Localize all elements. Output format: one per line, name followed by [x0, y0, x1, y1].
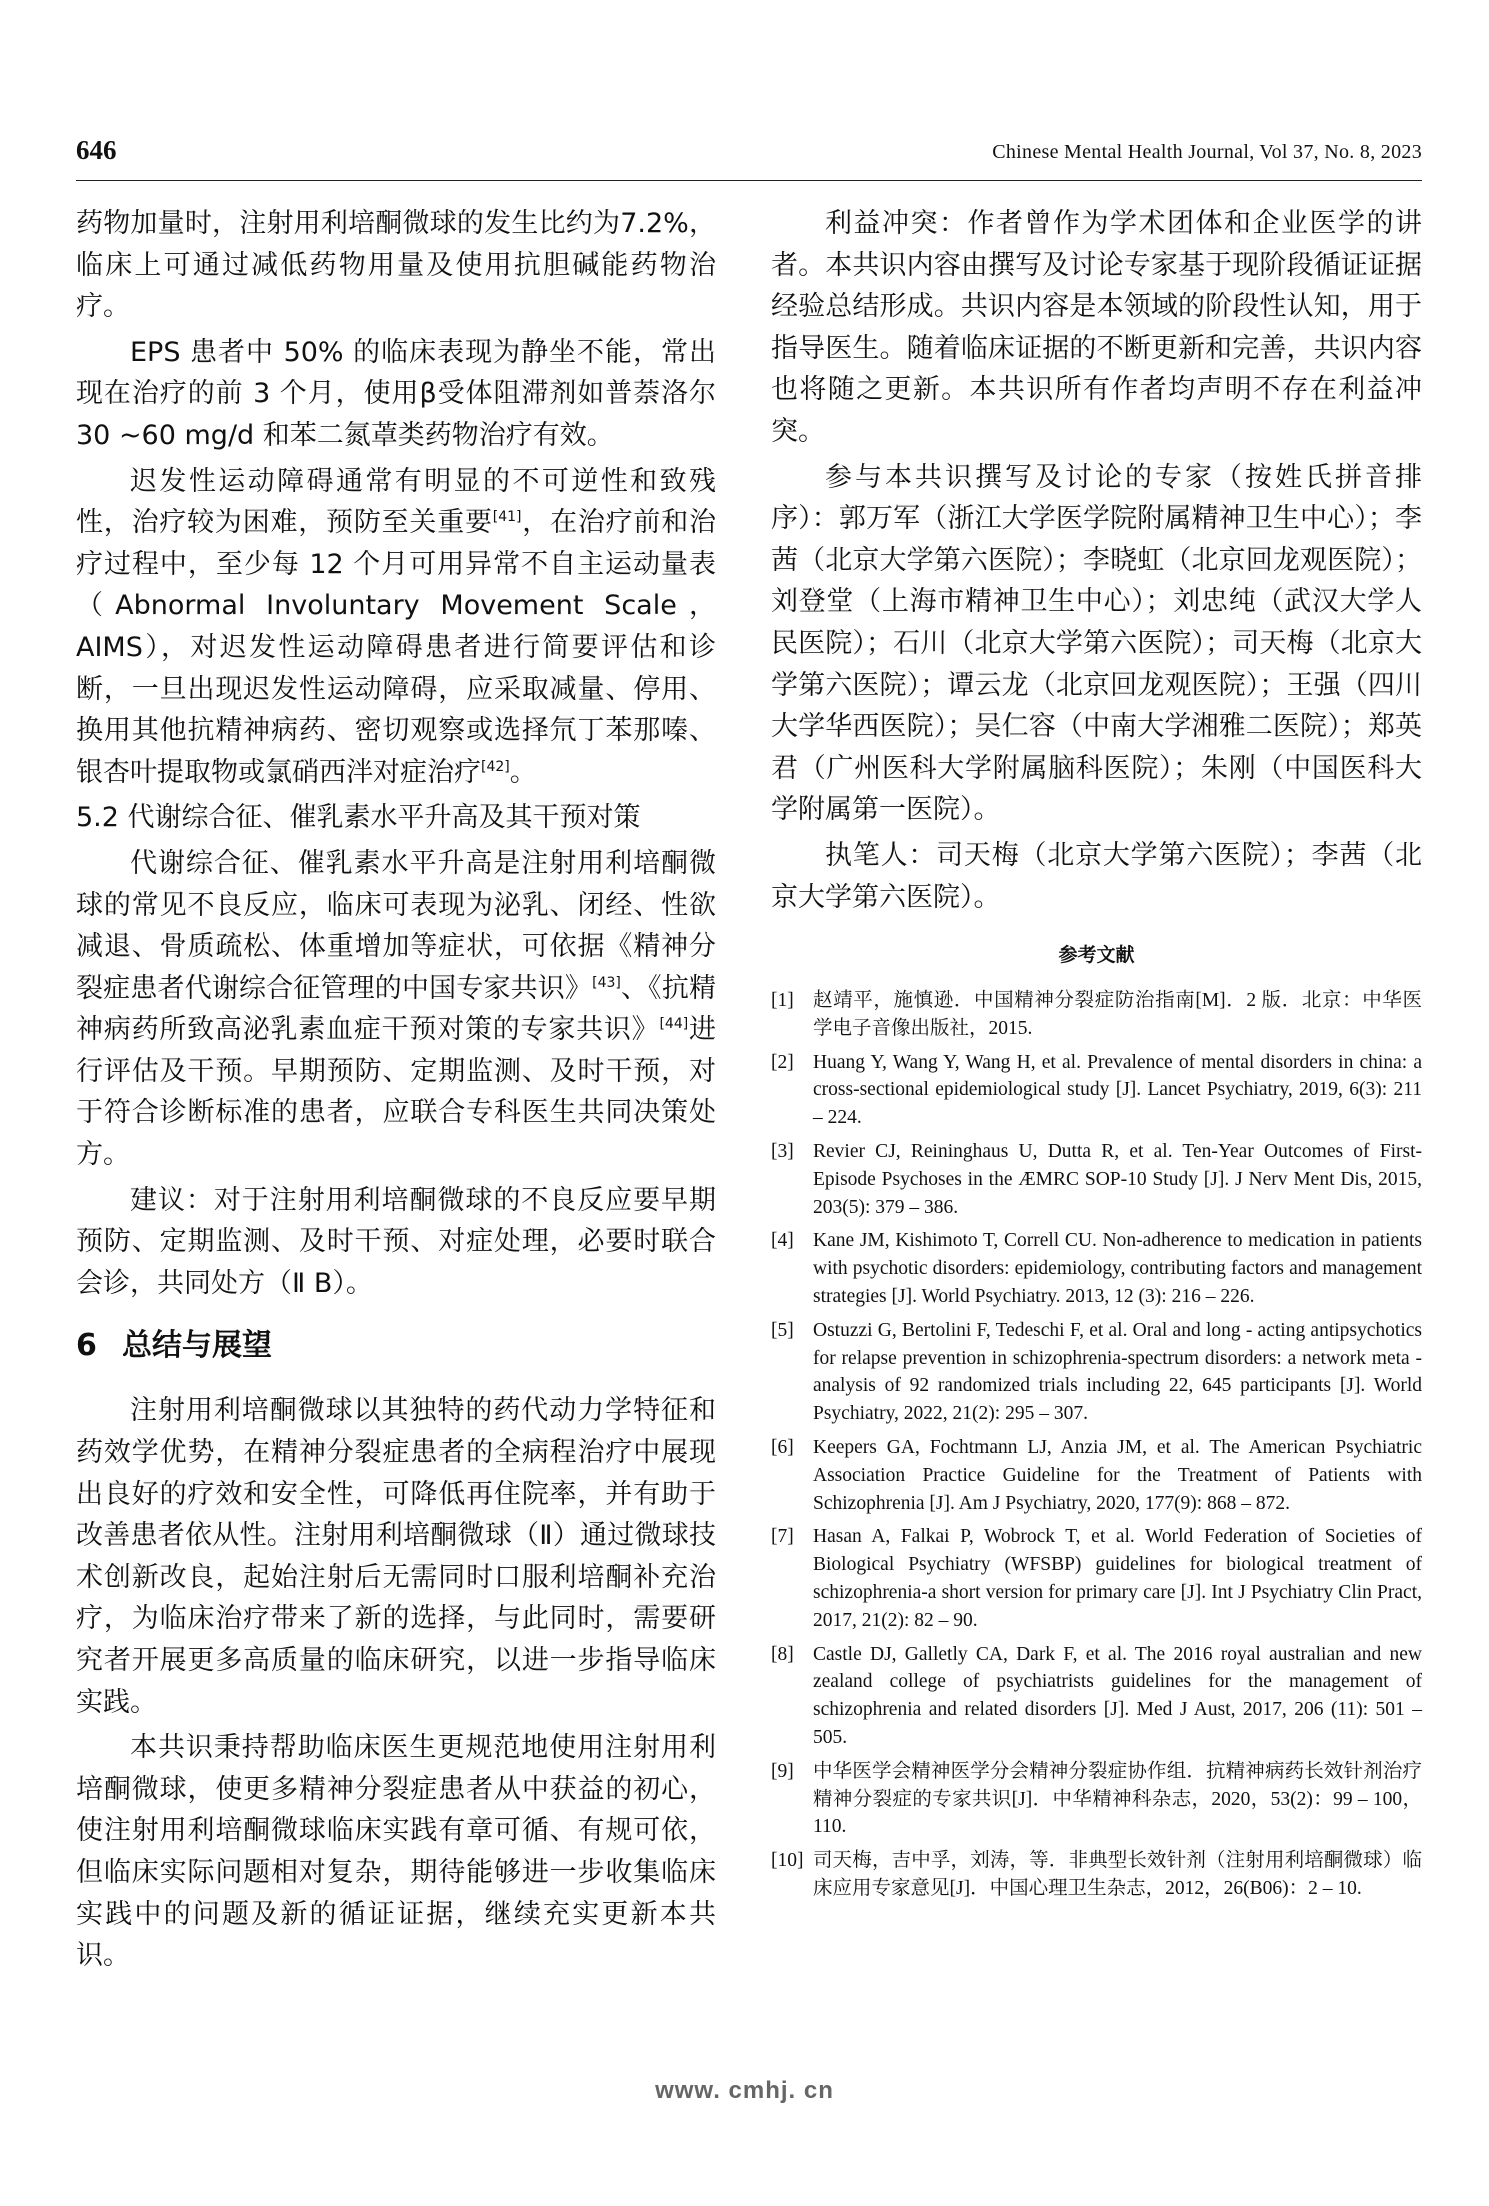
reference-text: 司天梅，吉中孚，刘涛，等．非典型长效针剂（注射用利培酮微球）临床应用专家意见[J]．中国心理卫生杂志，2012，26(B06)：2 – 10.: [813, 1850, 1422, 1899]
reference-number: [1]: [771, 990, 794, 1012]
section-heading: 5.2 代谢综合征、催乳素水平升高及其干预对策: [76, 802, 641, 834]
paragraph: 本共识秉持帮助临床医生更规范地使用注射用利培酮微球，使更多精神分裂症患者从中获益的初心，使注射用利培酮微球临床实践有章可循、有规可依，但临床实际问题相对复杂，期待能够进一步收集临床实践中的问题及新的循证证据，继续充实更新本共识。: [76, 1732, 716, 1972]
reference-number: [7]: [771, 1526, 794, 1548]
reference-item: [771, 1847, 1422, 1903]
header-rule: [76, 180, 1422, 181]
reference-text: Hasan A, Falkai P, Wobrock T, et al. World Federation of Societies of Biological Psychiatry (WFSBP) guidelines for biological treatment of schizophrenia-a short version for primary care [J]. Int J Psychiatry Clin Pract, 2017, 21(2): 82 – 90.: [813, 1526, 1422, 1631]
reference-text: Castle DJ, Galletly CA, Dark F, et al. The 2016 royal australian and new zealand college of psychiatrists guidelines for the management of schizophrenia and related disorders [J]. Med J Aust, 2017, 206 (11): 501 – 505.: [813, 1643, 1422, 1749]
references-list: [771, 987, 1422, 1903]
reference-number: [10]: [771, 1850, 804, 1872]
reference-text: Kane JM, Kishimoto T, Correll CU. Non-adherence to medication in patients with psychotic disorders: epidemiology, contributing factors and management strategies [J]. World Psychiatry. 2013, 12 (3): 216 – 226.: [813, 1230, 1422, 1308]
references-title: 参考文献: [1058, 944, 1135, 967]
reference-text: Huang Y, Wang Y, Wang H, et al. Prevalence of mental disorders in china: a cross-sectional epidemiological study [J]. Lancet Psychiatry, 2019, 6(3): 211 – 224.: [813, 1051, 1422, 1129]
right-column: [771, 203, 1422, 1909]
reference-item: [771, 1138, 1422, 1221]
reference-number: [9]: [771, 1760, 794, 1782]
citation[interactable]: [41]: [492, 509, 522, 526]
paragraph: 迟发性运动障碍通常有明显的不可逆性和致残性，治疗较为困难，预防至关重要[41]，在治疗前和治疗过程中，至少每 12 个月可用异常不自主运动量表（Abnormal Involuntary Movement Scale，AIMS），对迟发性运动障碍患者进行简要评估和诊断，一旦出现迟发性运动障碍，应采取减量、停用、换用其他抗精神病药、密切观察或选择氘丁苯那嗪、银杏叶提取物或氯硝西泮对症治疗[42]。: [76, 465, 717, 788]
section-title: [76, 1326, 716, 1366]
page-header: [76, 135, 1422, 175]
reference-item: [771, 1523, 1422, 1634]
section-number: 6: [76, 1328, 97, 1364]
paragraph: 注射用利培酮微球以其独特的药代动力学特征和药效学优势，在精神分裂症患者的全病程治疗中展现出良好的疗效和安全性，可降低再住院率，并有助于改善患者依从性。注射用利培酮微球（Ⅱ）通过微球技术创新改良，起始注射后无需同时口服利培酮补充治疗，为临床治疗带来了新的选择，与此同时，需要研究者开展更多高质量的临床研究，以进一步指导临床实践。: [76, 1395, 716, 1718]
reference-item: [771, 1758, 1422, 1841]
footer-url[interactable]: www. cmhj. cn: [655, 2077, 834, 2104]
citation[interactable]: [44]: [659, 1016, 689, 1033]
reference-item: [771, 1049, 1422, 1132]
reference-item: [771, 1227, 1422, 1310]
reference-number: [5]: [771, 1319, 794, 1341]
conflict-of-interest: 利益冲突：作者曾作为学术团体和企业医学的讲者。本共识内容由撰写及讨论专家基于现阶段循证证据经验总结形成。共识内容是本领域的阶段性认知，用于指导医生。随着临床证据的不断更新和完善，共识内容也将随之更新。本共识所有作者均声明不存在利益冲突。: [771, 208, 1422, 447]
expert-list: 参与本共识撰写及讨论的专家（按姓氏拼音排序）：郭万军（浙江大学医学院附属精神卫生中心）；李茜（北京大学第六医院）；李晓虹（北京回龙观医院）；刘登堂（上海市精神卫生中心）；刘忠纯（武汉大学人民医院）；石川（北京大学第六医院）；司天梅（北京大学第六医院）；谭云龙（北京回龙观医院）；王强（四川大学华西医院）；吴仁容（中南大学湘雅二医院）；郑英君（广州医科大学附属脑科医院）；朱刚（中国医科大学附属第一医院）。: [771, 461, 1422, 826]
paragraph: 代谢综合征、催乳素水平升高是注射用利培酮微球的常见不良反应，临床可表现为泌乳、闭经、性欲减退、骨质疏松、体重增加等症状，可依据《精神分裂症患者代谢综合征管理的中国专家共识》[43]、《抗精神病药所致高泌乳素血症干预对策的专家共识》[44]进行评估及干预。早期预防、定期监测、及时干预，对于符合诊断标准的患者，应联合专科医生共同决策处方。: [76, 847, 717, 1171]
page-number: 646: [76, 135, 117, 165]
writers: 执笔人：司天梅（北京大学第六医院）；李茜（北京大学第六医院）。: [771, 839, 1422, 913]
reference-item: [771, 1434, 1422, 1517]
reference-number: [3]: [771, 1141, 794, 1163]
reference-text: Ostuzzi G, Bertolini F, Tedeschi F, et al. Oral and long - acting antipsychotics for relapse prevention in schizophrenia-spectrum disorders: a network meta - analysis of 92 randomized trials including 22, 645 participants [J]. World Psychiatry, 2022, 21(2): 295 – 307.: [813, 1319, 1422, 1425]
section-title-text: 总结与展望: [122, 1328, 272, 1364]
left-column: [76, 203, 716, 1981]
paragraph: 药物加量时，注射用利培酮微球的发生比约为7.2%，临床上可通过减低药物用量及使用抗胆碱能药物治疗。: [76, 208, 716, 323]
reference-number: [2]: [771, 1051, 794, 1073]
reference-number: [4]: [771, 1230, 794, 1252]
citation[interactable]: [42]: [481, 758, 510, 775]
reference-text: Revier CJ, Reininghaus U, Dutta R, et al. Ten-Year Outcomes of First-Episode Psychoses in the ÆMRC SOP-10 Study [J]. J Nerv Ment Dis, 2015, 203(5): 379 – 386.: [813, 1141, 1422, 1218]
recommendation-paragraph: 建议：对于注射用利培酮微球的不良反应要早期预防、定期监测、及时干预、对症处理，必要时联合会诊，共同处方（Ⅱ B）。: [76, 1184, 716, 1299]
reference-number: [8]: [771, 1643, 794, 1665]
journal-citation: Chinese Mental Health Journal, Vol 37, No. 8, 2023: [992, 141, 1422, 163]
paragraph: EPS 患者中 50% 的临床表现为静坐不能，常出现在治疗的前 3 个月，使用β受体阻滞剂如普萘洛尔 30 ~60 mg/d 和苯二氮䓬类药物治疗有效。: [76, 336, 716, 451]
reference-number: [6]: [771, 1437, 794, 1459]
reference-item: [771, 1317, 1422, 1428]
reference-text: 赵靖平，施慎逊．中国精神分裂症防治指南[M]．2 版．北京：中华医学电子音像出版社，2015.: [813, 990, 1422, 1039]
reference-item: [771, 987, 1422, 1043]
reference-item: [771, 1641, 1422, 1752]
reference-text: Keepers GA, Fochtmann LJ, Anzia JM, et al. The American Psychiatric Association Practice Guideline for the Treatment of Patients with Schizophrenia [J]. Am J Psychiatry, 2020, 177(9): 868 – 872.: [813, 1437, 1422, 1514]
citation[interactable]: [43]: [592, 974, 621, 991]
reference-text: 中华医学会精神医学分会精神分裂症协作组．抗精神病药长效针剂治疗精神分裂症的专家共识[J]．中华精神科杂志，2020，53(2)：99 – 100，110.: [813, 1760, 1422, 1838]
